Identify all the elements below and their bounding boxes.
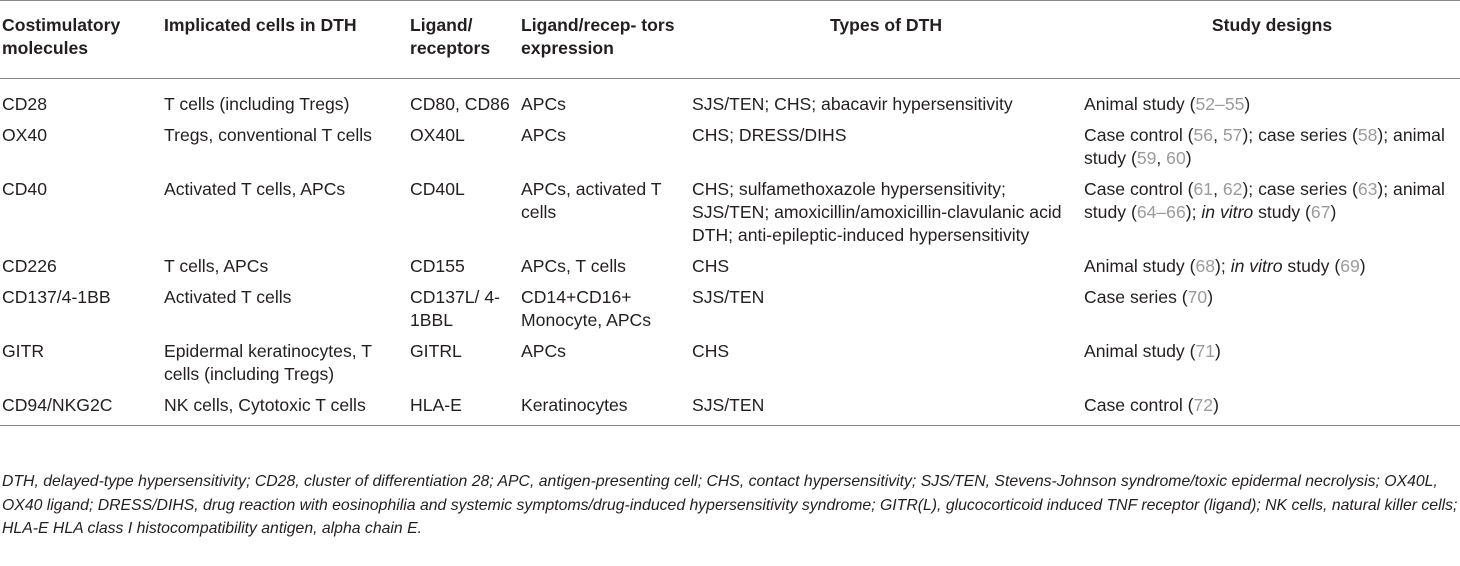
- cell-ligand: CD155: [410, 256, 465, 276]
- table-row: [0, 394, 1460, 426]
- design-text: ,: [1213, 179, 1223, 199]
- cell-ligand: CD40L: [410, 179, 465, 199]
- design-text: ); animal study (: [1084, 179, 1445, 222]
- cell-molecule: CD137/4-1BB: [2, 287, 111, 307]
- cell-study-designs: [1080, 124, 1460, 178]
- design-text: ): [1207, 287, 1214, 307]
- cell-cells: Epidermal keratinocytes, T cells (including Tregs): [164, 341, 372, 384]
- cell-types: CHS: [692, 341, 730, 361]
- cell-cells: T cells (including Tregs): [164, 94, 350, 114]
- table-row: [0, 255, 1460, 286]
- cell-ligand: GITRL: [410, 341, 462, 361]
- table-row: [0, 124, 1460, 178]
- design-text: Animal study (: [1084, 94, 1196, 114]
- design-text: ); animal study (: [1084, 125, 1445, 168]
- table-footnote: DTH, delayed-type hypersensitivity; CD28, cluster of differentiation 28; APC, antigen-presenting cell; CHS, contact hypersensitivity; SJS/TEN, Stevens-Johnson syndrome/toxic epidermal necrolysis; OX40L, OX40 ligand; DRESS/DIHS, drug reaction with eosinophilia and systemic symptoms/drug-induced hypersensitivity syndrome; GITR(L), glucocorticoid induced TNF receptor (ligand); NK cells, natural killer cells; HLA-E HLA class I histocompatibility antigen, alpha chain E.: [2, 473, 1458, 537]
- cell-ligand: HLA-E: [408, 394, 517, 426]
- design-text: ): [1330, 202, 1337, 222]
- design-text-italic: in vitro: [1201, 202, 1254, 222]
- design-text: Case control (: [1084, 179, 1194, 199]
- header-implicated-cells: Implicated cells in DTH: [160, 1, 408, 79]
- design-text: study (: [1253, 202, 1311, 222]
- cell-study-designs: [1080, 340, 1460, 394]
- cell-types: CHS: [692, 256, 730, 276]
- cell-cells: Activated T cells: [164, 287, 292, 307]
- reference-link[interactable]: 62: [1222, 179, 1243, 199]
- reference-link[interactable]: 69: [1340, 256, 1360, 276]
- design-text: ); case series (: [1242, 125, 1358, 145]
- design-text: Case control (: [1084, 395, 1194, 415]
- cell-molecule: OX40: [2, 125, 47, 145]
- table-row: [0, 340, 1460, 394]
- reference-link[interactable]: 61: [1193, 179, 1214, 199]
- header-costimulatory-molecules: Costimulatory molecules: [0, 1, 160, 79]
- cell-cells: NK cells, Cytotoxic T cells: [160, 394, 408, 426]
- reference-link[interactable]: 70: [1187, 287, 1208, 307]
- reference-link[interactable]: 52–55: [1195, 94, 1245, 114]
- design-text: ,: [1156, 148, 1167, 168]
- header-study-designs: Study designs: [1080, 1, 1460, 79]
- reference-link[interactable]: 71: [1195, 341, 1216, 361]
- header-types-of-dth: Types of DTH: [689, 1, 1080, 79]
- reference-link[interactable]: 68: [1195, 256, 1216, 276]
- cell-expression: APCs, activated T cells: [521, 179, 662, 222]
- cell-study-designs: [1080, 255, 1460, 286]
- cell-expression: CD14+CD16+ Monocyte, APCs: [521, 287, 652, 330]
- cell-molecule: CD226: [2, 256, 57, 276]
- design-text: ): [1215, 341, 1221, 361]
- reference-link[interactable]: 72: [1193, 395, 1214, 415]
- table-row: [0, 178, 1460, 255]
- cell-study-designs: [1080, 286, 1460, 340]
- cell-types: SJS/TEN: [689, 394, 1080, 426]
- header-ligand-receptors-expression: Ligand/recep- tors expression: [517, 1, 689, 79]
- cell-ligand: CD137L/ 4-1BBL: [410, 287, 500, 330]
- design-text-italic: in vitro: [1230, 256, 1283, 276]
- cell-ligand: OX40L: [410, 125, 465, 145]
- reference-link[interactable]: 63: [1357, 179, 1378, 199]
- cell-types: CHS; DRESS/DIHS: [692, 125, 847, 145]
- cell-ligand: CD80, CD86: [410, 94, 510, 114]
- design-text: Animal study (: [1084, 341, 1196, 361]
- reference-link[interactable]: 58: [1357, 125, 1378, 145]
- design-text: ): [1359, 256, 1366, 276]
- table-row: [0, 286, 1460, 340]
- cell-cells: Tregs, conventional T cells: [164, 125, 372, 145]
- cell-study-designs: [1080, 394, 1460, 426]
- design-text: Case series (: [1084, 287, 1188, 307]
- design-text: ): [1213, 395, 1219, 415]
- cell-expression: APCs: [521, 341, 566, 361]
- cell-molecule: GITR: [2, 341, 45, 361]
- cell-types: CHS; sulfamethoxazole hypersensitivity; SJS/TEN; amoxicillin/amoxicillin-clavulanic acid DTH; anti-epileptic-induced hypersensitivity: [692, 179, 1062, 245]
- reference-link[interactable]: 59: [1136, 148, 1157, 168]
- cell-molecule: CD40: [2, 179, 47, 199]
- design-text: );: [1185, 202, 1202, 222]
- design-text: study (: [1282, 256, 1341, 276]
- cell-molecule: CD28: [2, 94, 47, 114]
- table-header-row: [0, 1, 1460, 79]
- cell-molecule: CD94/NKG2C: [0, 394, 160, 426]
- design-text: ); case series (: [1242, 179, 1358, 199]
- reference-link[interactable]: 57: [1222, 125, 1243, 145]
- design-text: ): [1244, 94, 1251, 114]
- cell-expression: APCs: [521, 94, 566, 114]
- design-text: ): [1185, 148, 1192, 168]
- cell-types: SJS/TEN: [692, 287, 765, 307]
- cell-types: SJS/TEN; CHS; abacavir hypersensitivity: [692, 94, 1013, 114]
- reference-link[interactable]: 67: [1310, 202, 1331, 222]
- reference-link[interactable]: 64–66: [1136, 202, 1186, 222]
- header-ligand-receptors: Ligand/ receptors: [408, 1, 517, 79]
- reference-link[interactable]: 56: [1193, 125, 1214, 145]
- cell-expression: APCs: [521, 125, 566, 145]
- cell-cells: Activated T cells, APCs: [164, 179, 346, 199]
- reference-link[interactable]: 60: [1166, 148, 1186, 168]
- cell-expression: APCs, T cells: [521, 256, 626, 276]
- cell-cells: T cells, APCs: [164, 256, 269, 276]
- design-text: );: [1215, 256, 1231, 276]
- design-text: Animal study (: [1084, 256, 1196, 276]
- cell-study-designs: [1080, 79, 1460, 125]
- design-text: Case control (: [1084, 125, 1194, 145]
- table-row: [0, 79, 1460, 125]
- cell-expression: Keratinocytes: [517, 394, 689, 426]
- cell-study-designs: [1080, 178, 1460, 255]
- design-text: ,: [1213, 125, 1223, 145]
